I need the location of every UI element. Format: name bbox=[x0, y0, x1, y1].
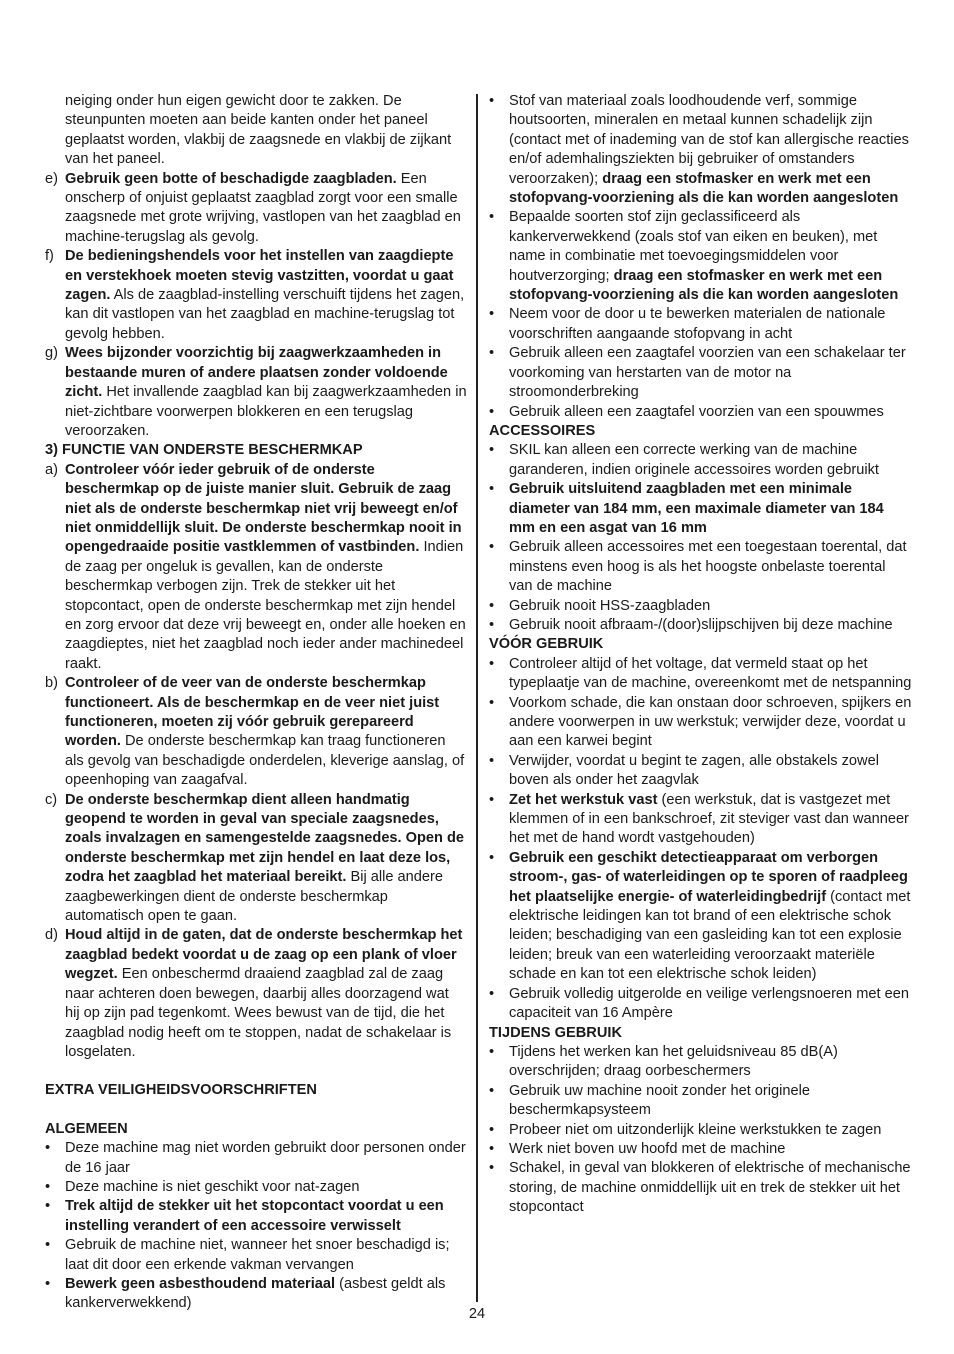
item-marker: b) bbox=[45, 675, 58, 692]
list-item bbox=[45, 1197, 467, 1236]
list-item bbox=[489, 441, 913, 480]
bullet-marker: • bbox=[489, 345, 495, 362]
list-item bbox=[489, 480, 913, 538]
list-item bbox=[489, 655, 913, 694]
body-text: Bij alle andere zaagbewerkingen dient de onderste beschermkap automatisch open te gaan. bbox=[65, 869, 443, 925]
bullet-marker: • bbox=[489, 1082, 495, 1099]
bullet-marker: • bbox=[489, 306, 495, 323]
bullet-marker: • bbox=[489, 1121, 495, 1138]
list-item bbox=[489, 208, 913, 305]
bold-text: draag een stofmasker en werk met een stofopvang-voorziening als die kan worden aangesloten bbox=[509, 267, 899, 304]
list-item bbox=[489, 985, 913, 1024]
body-text: Een onscherp of onjuist geplaatst zaagblad zorgt voor een smalle zaagsnede met grote wrijving, vastlopen van het zaagblad en machine-terugslag als gevolg. bbox=[65, 170, 461, 245]
bullet-marker: • bbox=[489, 209, 495, 226]
body-text: Gebruik uw machine nooit zonder het originele beschermkapsysteem bbox=[509, 1082, 810, 1119]
body-text: Gebruik volledig uitgerolde en veilige verlengsnoeren met een capaciteit van 16 Ampère bbox=[509, 985, 909, 1022]
body-text: Het invallende zaagblad kan bij zaagwerkzaamheden in niet-zichtbare voorwerpen blokkeren en een terugslag veroorzaken. bbox=[65, 384, 467, 439]
bullet-marker: • bbox=[489, 694, 495, 711]
item-marker: g) bbox=[45, 345, 58, 362]
bullet-marker: • bbox=[489, 597, 495, 614]
body-text: Indien de zaag per ongeluk is gevallen, kan de onderste beschermkap verbogen zijn. Trek de stekker uit het stopcontact, open de onderste beschermkap met zijn hendel en zorg ervoor dat deze vrij beweegt en, onder alle hoeken en zaagdieptes, niet het zaagblad noch ieder ander machinedeel raakt. bbox=[65, 539, 466, 672]
left-column bbox=[45, 92, 467, 1314]
section-heading: ACCESSOIRES bbox=[489, 422, 596, 439]
body-text: Als de zaagblad-instelling verschuift tijdens het zagen, kan dit vastlopen van het zaagblad en machine-terugslag tot gevolg hebben. bbox=[65, 287, 465, 342]
bullet-marker: • bbox=[489, 791, 495, 808]
bold-text: Gebruik een geschikt detectieapparaat om verborgen stroom-, gas- of waterleidingen op te sporen of raadpleeg het plaatselijke energie- of waterleidingbedrijf bbox=[509, 849, 908, 905]
bullet-marker: • bbox=[489, 442, 495, 459]
list-item bbox=[489, 791, 913, 849]
body-text: Stof van materiaal zoals loodhoudende verf, sommige houtsoorten, mineralen en metaal kunnen schadelijk zijn (contact met of inademing van de stof kan allergische reacties en/of ademhalingsziekten bij gebruiker of omstanders veroorzaken); bbox=[509, 93, 909, 187]
body-text: Gebruik de machine niet, wanneer het snoer beschadigd is; laat dit door een erkende vakman vervangen bbox=[65, 1237, 450, 1273]
body-text: Werk niet boven uw hoofd met de machine bbox=[509, 1140, 786, 1157]
bold-text: Controleer vóór ieder gebruik of de onderste beschermkap op de juiste manier sluit. Gebruik de zaag niet als de onderste beschermkap niet vrij beweegt en/of niet onmiddellijk sluit. De onderste beschermkap nooit in opengedraaide positie vastklemmen of vastbinden. bbox=[65, 461, 462, 556]
body-text: Gebruik nooit afbraam-/(door)slijpschijven bij deze machine bbox=[509, 616, 893, 633]
list-item bbox=[45, 674, 467, 790]
bullet-marker: • bbox=[489, 752, 495, 769]
bullet-marker: • bbox=[489, 849, 495, 866]
list-item bbox=[489, 1140, 913, 1159]
body-text: (een werkstuk, dat is vastgezet met klemmen of in een bankschroef, zit steviger vast dan wanneer het met de hand wordt vastgehouden) bbox=[509, 791, 909, 847]
paragraph bbox=[45, 92, 467, 170]
bullet-marker: • bbox=[45, 1140, 51, 1157]
body-text: Verwijder, voordat u begint te zagen, alle obstakels zowel boven als onder het zaagvlak bbox=[509, 752, 879, 789]
list-item bbox=[45, 461, 467, 674]
list-item bbox=[45, 344, 467, 441]
list-item bbox=[45, 247, 467, 344]
bold-text: draag een stofmasker en werk met een stofopvang-voorziening als die kan worden aangesloten bbox=[509, 170, 899, 207]
bold-text: Gebruik uitsluitend zaagbladen met een minimale diameter van 184 mm, een maximale diameter van 184 mm en een asgat van 16 mm bbox=[509, 481, 884, 536]
list-item bbox=[489, 1043, 913, 1082]
body-text: Deze machine is niet geschikt voor nat-zagen bbox=[65, 1178, 360, 1195]
list-item bbox=[489, 1121, 913, 1140]
section-heading: VÓÓR GEBRUIK bbox=[489, 636, 604, 653]
body-text: Gebruik alleen accessoires met een toegestaan toerental, dat minstens even hoog is als het hoogste onbelaste toerental van de machine bbox=[509, 539, 907, 595]
body-text: Gebruik alleen een zaagtafel voorzien van een spouwmes bbox=[509, 403, 884, 420]
bold-text: Houd altijd in de gaten, dat de onderste beschermkap het zaagblad bedekt voordat u de zaag op een plank of vloer wegzet. bbox=[65, 927, 463, 983]
bold-text: De bedieningshendels voor het instellen van zaagdiepte en verstekhoek moeten stevig vastzitten, voordat u gaat zagen. bbox=[65, 248, 454, 304]
section-heading: ALGEMEEN bbox=[45, 1120, 128, 1137]
body-text: Gebruik alleen een zaagtafel voorzien van een schakelaar ter voorkoming van herstarten van de motor na stroomonderbreking bbox=[509, 345, 906, 401]
bullet-marker: • bbox=[489, 655, 495, 672]
item-marker: f) bbox=[45, 248, 54, 265]
list-item bbox=[489, 403, 913, 422]
body-text: neiging onder hun eigen gewicht door te zakken. De steunpunten moeten aan beide kanten onder het paneel geplaatst worden, vlakbij de zaagsnede en vlakbij de zijkant van het paneel. bbox=[65, 93, 452, 168]
list-item bbox=[489, 305, 913, 344]
body-text: SKIL kan alleen een correcte werking van de machine garanderen, indien originele accessoires worden gebruikt bbox=[509, 442, 879, 478]
list-item bbox=[489, 92, 913, 208]
bold-text: Wees bijzonder voorzichtig bij zaagwerkzaamheden in bestaande muren of andere plaatsen zonder voldoende zicht. bbox=[65, 345, 448, 401]
item-marker: a) bbox=[45, 461, 58, 478]
body-text: Deze machine mag niet worden gebruikt door personen onder de 16 jaar bbox=[65, 1140, 466, 1176]
list-item bbox=[489, 597, 913, 616]
body-text: Controleer altijd of het voltage, dat vermeld staat op het typeplaatje van de machine, overeenkomt met de netspanning bbox=[509, 655, 912, 692]
bullet-marker: • bbox=[489, 985, 495, 1002]
body-text: Een onbeschermd draaiend zaagblad zal de zaag naar achteren doen bewegen, daarbij alles doorzagend wat hij op zijn pad tegenkomt. Wees bewust van de tijd, die het zaagblad nodig heeft om te stoppen, nadat de schakelaar is losgelaten. bbox=[65, 966, 452, 1060]
body-text: Tijdens het werken kan het geluidsniveau 85 dB(A) overschrijden; draag oorbeschermers bbox=[509, 1043, 838, 1080]
body-text: Voorkom schade, die kan onstaan door schroeven, spijkers en andere voorwerpen in uw werkstuk; verwijder deze, voordat u aan een karwei begint bbox=[509, 694, 912, 750]
bold-text: Bewerk geen asbesthoudend materiaal bbox=[65, 1275, 336, 1292]
bold-text: Zet het werkstuk vast bbox=[509, 791, 658, 808]
list-item bbox=[45, 170, 467, 248]
body-text: Bepaalde soorten stof zijn geclassificeerd als kankerverwekkend (zoals stof van eiken en beuken), met name in combinatie met toevoegingsmiddelen voor houtverzorging; bbox=[509, 209, 878, 284]
bullet-marker: • bbox=[45, 1178, 51, 1195]
bold-text: De onderste beschermkap dient alleen handmatig geopend te worden in geval van speciale zaagsnedes, zoals invalzagen en samengestelde zaagsnedes. Open de onderste beschermkap met zijn hendel en laat deze los, zodra het zaagblad het materiaal bereikt. bbox=[65, 791, 465, 886]
bullet-marker: • bbox=[489, 539, 495, 556]
bullet-marker: • bbox=[489, 481, 495, 498]
bullet-marker: • bbox=[489, 1140, 495, 1157]
bullet-marker: • bbox=[45, 1237, 51, 1254]
item-marker: d) bbox=[45, 927, 58, 944]
list-item bbox=[489, 344, 913, 402]
list-item bbox=[489, 1159, 913, 1217]
list-item bbox=[45, 926, 467, 1062]
list-item bbox=[45, 1236, 467, 1275]
section-heading: TIJDENS GEBRUIK bbox=[489, 1024, 622, 1041]
body-text: (contact met elektrische leidingen kan tot brand of een elektrische schok leiden; beschadiging van een gasleiding kan tot een explosie leiden; breuk van een waterleiding veroorzaakt materiële schade en kan tot een elektrische schok leiden) bbox=[509, 888, 911, 983]
spacer bbox=[45, 1062, 467, 1081]
right-column bbox=[489, 92, 913, 1218]
page-number: 24 bbox=[468, 1306, 486, 1322]
bullet-marker: • bbox=[45, 1275, 51, 1292]
body-text: Neem voor de door u te bewerken materialen de nationale voorschriften aangaande stofopvang in acht bbox=[509, 306, 886, 342]
list-item bbox=[45, 1139, 467, 1178]
bold-text: Trek altijd de stekker uit het stopcontact voordat u een instelling verandert of een accessoire verwisselt bbox=[65, 1198, 444, 1234]
list-item bbox=[489, 694, 913, 752]
bold-text: Gebruik geen botte of beschadigde zaagbladen. bbox=[65, 170, 397, 187]
item-marker: c) bbox=[45, 791, 58, 808]
body-text: Gebruik nooit HSS-zaagbladen bbox=[509, 597, 711, 614]
bold-text: Controleer of de veer van de onderste beschermkap functioneert. Als de beschermkap en de veer niet juist functioneren, moeten zij vóór gebruik gerepareerd worden. bbox=[65, 675, 440, 750]
body-text: Schakel, in geval van blokkeren of elektrische of mechanische storing, de machine onmiddellijk uit en trek de stekker uit het stopcontact bbox=[509, 1160, 911, 1216]
list-item bbox=[45, 791, 467, 927]
body-text: De onderste beschermkap kan traag functioneren als gevolg van beschadigde onderdelen, kleverige aanslag, of opeenhoping van zaagafval. bbox=[65, 733, 465, 789]
list-item bbox=[489, 538, 913, 596]
bullet-marker: • bbox=[45, 1198, 51, 1215]
section-heading: EXTRA VEILIGHEIDSVOORSCHRIFTEN bbox=[45, 1082, 317, 1099]
column-divider bbox=[476, 94, 478, 1302]
body-text: (asbest geldt als kankerverwekkend) bbox=[65, 1275, 446, 1312]
bullet-marker: • bbox=[489, 1160, 495, 1177]
list-item bbox=[489, 849, 913, 985]
spacer bbox=[45, 1101, 467, 1120]
list-item bbox=[489, 752, 913, 791]
section-heading: 3) FUNCTIE VAN ONDERSTE BESCHERMKAP bbox=[45, 442, 363, 459]
item-marker: e) bbox=[45, 170, 58, 187]
body-text: Probeer niet om uitzonderlijk kleine werkstukken te zagen bbox=[509, 1121, 882, 1138]
list-item bbox=[489, 1082, 913, 1121]
list-item bbox=[45, 1178, 467, 1197]
bullet-marker: • bbox=[489, 93, 495, 109]
list-item bbox=[489, 616, 913, 635]
bullet-marker: • bbox=[489, 1043, 495, 1060]
bullet-marker: • bbox=[489, 616, 495, 633]
bullet-marker: • bbox=[489, 403, 495, 420]
